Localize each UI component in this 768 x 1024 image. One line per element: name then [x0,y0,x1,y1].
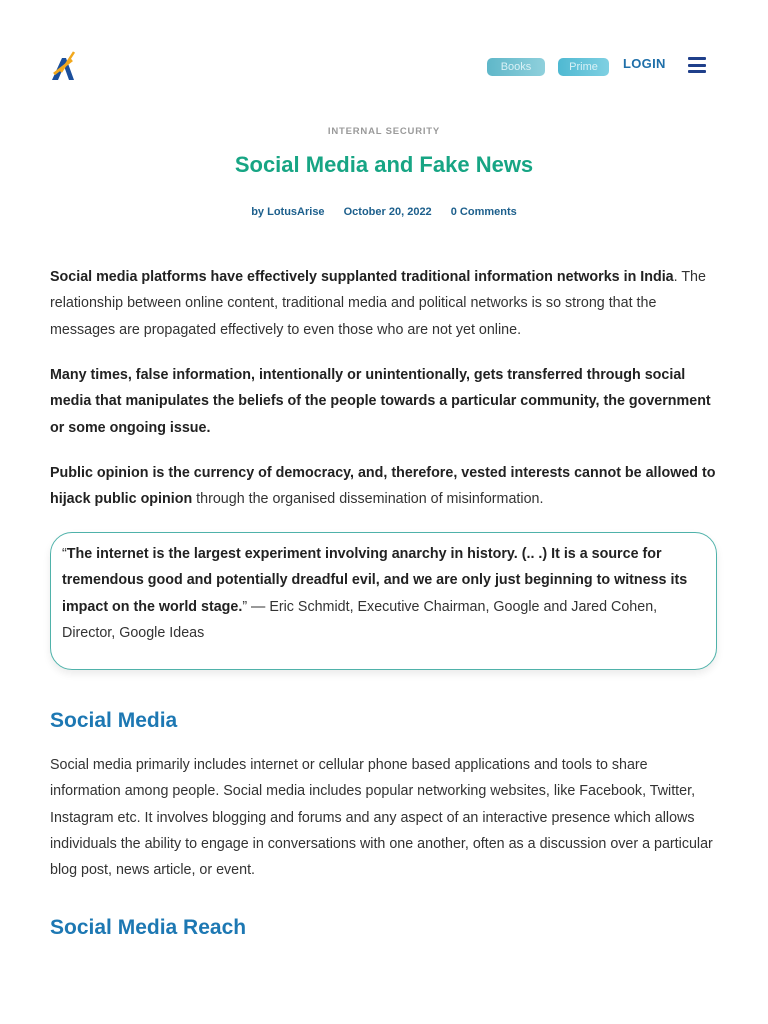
paragraph: Social media primarily includes internet or cellular phone based applications and tools to share information among people. Social media includes popular networking websites, like Facebook, Twitter, Instagram etc. It involves blogging and forums and any aspect of an interactive presence which allows individuals the ability to engage in conversations with one another, often as a discussion over a particular blog post, news article, or event. [50,757,713,879]
paragraph [50,460,718,513]
article-title: Social Media and Fake News [234,152,534,177]
menu-bar [688,70,706,73]
paragraph-bold: Many times, false information, intentionally or unintentionally, gets transferred through social media that manipulates the beliefs of the people towards a particular community, the government or some ongoing issue. [50,367,711,436]
menu-bar [688,64,706,67]
section-heading-social-media: Social Media [50,709,178,732]
quote-text [62,541,702,646]
paragraph [50,362,718,441]
prime-button[interactable]: Prime [558,58,609,76]
section-heading-social-media-reach: Social Media Reach [50,916,247,939]
paragraph-text: through the organised dissemination of misinformation. [192,491,544,508]
blockquote [50,532,717,670]
quote-bold: The internet is the largest experiment involving anarchy in history. (.. .) It is a source for tremendous good and potentially dreadful evil, and we are only just beginning to witness its impact on the world stage. [62,546,688,615]
quote-open-mark: “ [62,546,67,562]
quote-attribution: ” — Eric Schmidt, Executive Chairman, Google and Jared Cohen, Director, Google Ideas [62,598,658,641]
books-button[interactable]: Books [487,58,545,76]
paragraph-text: . The relationship between online content, traditional media and political networks is so strong that the messages are propagated effectively to even those who are not yet online. [50,269,706,338]
paragraph-bold: Public opinion is the currency of democracy, and, therefore, vested interests cannot be allowed to hijack public opinion [50,465,716,508]
paragraph-bold: Social media platforms have effectively supplanted traditional information networks in India [50,269,674,285]
hamburger-menu-icon[interactable] [688,57,706,73]
lotusarise-logo-icon[interactable] [48,50,78,82]
login-link[interactable]: LOGIN [623,56,666,71]
site-header [0,0,768,110]
article-category[interactable]: INTERNAL SECURITY [327,126,441,137]
author-link[interactable]: by LotusArise [251,206,325,218]
post-date[interactable]: October 20, 2022 [343,206,432,218]
paragraph [50,264,718,343]
comments-link[interactable]: 0 Comments [450,206,517,218]
article-meta [0,206,768,218]
menu-bar [688,57,706,60]
